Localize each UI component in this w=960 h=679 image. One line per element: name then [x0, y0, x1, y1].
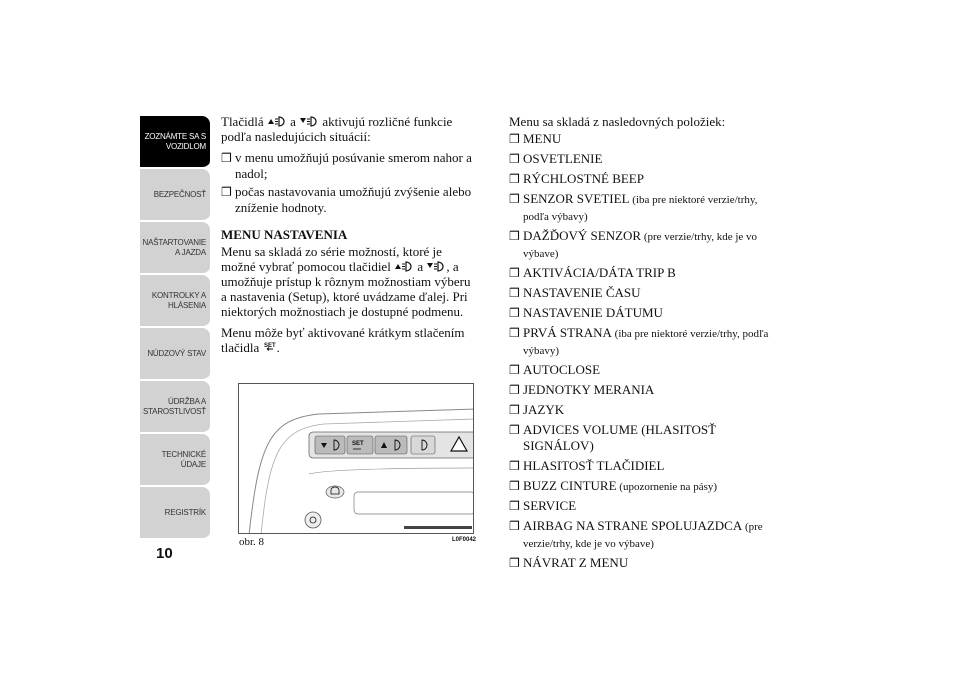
text: .: [276, 340, 280, 355]
menu-paragraph: [221, 244, 476, 319]
menu-intro: Menu sa skladá z nasledovných položiek:: [509, 114, 726, 129]
right-column: [509, 114, 779, 575]
menu-item-label: JEDNOTKY MERANIA: [523, 382, 655, 397]
menu-list-item: [509, 265, 779, 282]
section-heading: MENU NASTAVENIA: [221, 227, 348, 242]
tab-technicke-udaje[interactable]: [140, 434, 210, 487]
menu-list-item: [509, 171, 779, 188]
text: Menu môže byť aktivované krátkym stlačením tlačidla: [221, 325, 465, 355]
checkbox-bullet-icon: ❒: [221, 151, 232, 165]
menu-item-note: (iba pre niektoré verzie/trhy, podľa výbavy): [523, 328, 769, 357]
text: aktivujú rozličné funkcie podľa nasledujúcich situácií:: [221, 114, 453, 144]
tab-udrzba[interactable]: [140, 381, 210, 434]
tab-label: NAŠTARTOVANIE A JAZDA: [142, 237, 206, 257]
menu-item-note: (iba pre niektoré verzie/trhy, podľa výbavy): [523, 194, 758, 223]
menu-list-item: [509, 518, 779, 552]
menu-list-item: [509, 422, 779, 455]
menu-item-note: (pre verzie/trhy, kde je vo výbave): [523, 521, 763, 550]
down-headlight-button-icon: [426, 260, 446, 272]
menu-list-item: [509, 402, 779, 419]
menu-list-item: [509, 285, 779, 302]
text: Tlačidlá: [221, 114, 264, 129]
tab-label: REGISTRÍK: [164, 507, 206, 517]
checkbox-bullet-icon: ❒: [509, 403, 520, 417]
dashboard-illustration: [239, 384, 474, 534]
menu-item-label: AIRBAG NA STRANE SPOLUJAZDCA: [523, 518, 743, 533]
menu-items-list: [509, 131, 779, 572]
menu-item-label: MENU: [523, 131, 562, 146]
menu-item-label: RÝCHLOSTNÉ BEEP: [523, 171, 644, 186]
figure-code: L0F0042: [452, 537, 477, 543]
tab-zoznamte-sa[interactable]: [140, 116, 210, 169]
list-item: [221, 150, 476, 181]
menu-item-note: (upozornenie na pásy): [616, 481, 718, 493]
menu-list-item: [509, 325, 779, 359]
text: , a umožňuje prístup k rôznym možnostiam výberu a nastavenia (Setup), ktoré uvádzame ďalej. Pri niektorých možnostiach je dostupné podmenu.: [221, 259, 471, 319]
text: Menu sa skladá zo série možností, ktoré je možné vybrať pomocou tlačidiel: [221, 244, 442, 274]
tab-label: ZOZNÁMTE SA S VOZIDLOM: [144, 131, 206, 151]
dashboard-buttons-figure: [238, 383, 474, 534]
svg-text:SET: SET: [263, 343, 276, 349]
checkbox-bullet-icon: ❒: [509, 499, 520, 513]
checkbox-bullet-icon: ❒: [509, 132, 520, 146]
tab-label: NÚDZOVÝ STAV: [147, 348, 206, 358]
menu-list-item: [509, 362, 779, 379]
checkbox-bullet-icon: ❒: [509, 556, 520, 570]
tab-label: TECHNICKÉ ÚDAJE: [161, 449, 206, 469]
menu-item-label: JAZYK: [523, 402, 565, 417]
tab-nudzovy-stav[interactable]: [140, 328, 210, 381]
tab-kontrolky[interactable]: [140, 275, 210, 328]
menu-list-item: [509, 151, 779, 168]
menu-item-label: NASTAVENIE DÁTUMU: [523, 305, 663, 320]
checkbox-bullet-icon: ❒: [509, 383, 520, 397]
text: a: [417, 259, 424, 274]
checkbox-bullet-icon: ❒: [221, 185, 232, 199]
checkbox-bullet-icon: ❒: [509, 172, 520, 186]
checkbox-bullet-icon: ❒: [509, 192, 520, 206]
intro-paragraph: [221, 114, 476, 144]
text: v menu umožňujú posúvanie smerom nahor a nadol;: [235, 150, 472, 181]
menu-list-item: [509, 228, 779, 262]
menu-list-item: [509, 478, 779, 495]
down-headlight-button-icon: [299, 115, 319, 127]
chapter-tabs: [140, 116, 210, 540]
checkbox-bullet-icon: ❒: [509, 423, 520, 437]
menu-item-label: NASTAVENIE ČASU: [523, 285, 641, 300]
menu-item-label: BUZZ CINTURE: [523, 478, 617, 493]
checkbox-bullet-icon: ❒: [509, 286, 520, 300]
checkbox-bullet-icon: ❒: [509, 479, 520, 493]
menu-item-label: AKTIVÁCIA/DÁTA TRIP B: [523, 265, 676, 280]
page-number: 10: [156, 545, 173, 562]
checkbox-bullet-icon: ❒: [509, 363, 520, 377]
tab-label: BEZPEČNOSŤ: [153, 189, 206, 199]
menu-item-label: SENZOR SVETIEL: [523, 191, 630, 206]
up-headlight-button-icon: [394, 260, 414, 272]
checkbox-bullet-icon: ❒: [509, 306, 520, 320]
menu-item-label: SERVICE: [523, 498, 577, 513]
menu-item-label: AUTOCLOSE: [523, 362, 601, 377]
set-label: SET: [352, 441, 364, 447]
menu-item-label: PRVÁ STRANA: [523, 325, 612, 340]
menu-item-note: (pre verzie/trhy, kde je vo výbave): [523, 231, 758, 260]
menu-list-item: [509, 382, 779, 399]
menu-item-label: OSVETLENIE: [523, 151, 603, 166]
menu-item-label: ADVICES VOLUME (HLASITOSŤ SIGNÁLOV): [523, 422, 717, 453]
menu-list-item: [509, 191, 779, 225]
checkbox-bullet-icon: ❒: [509, 229, 520, 243]
up-headlight-button-icon: [267, 115, 287, 127]
tab-nastartovanie[interactable]: [140, 222, 210, 275]
checkbox-bullet-icon: ❒: [509, 459, 520, 473]
set-menu-button-icon: [263, 341, 277, 353]
left-column: [221, 114, 476, 361]
menu-list-item: [509, 458, 779, 475]
menu-item-label: NÁVRAT Z MENU: [523, 555, 629, 570]
checkbox-bullet-icon: ❒: [509, 326, 520, 340]
checkbox-bullet-icon: ❒: [509, 266, 520, 280]
list-item: [221, 184, 476, 215]
tab-label: KONTROLKY A HLÁSENIA: [151, 290, 206, 310]
menu-list-item: [509, 131, 779, 148]
tab-bezpecnost[interactable]: [140, 169, 210, 222]
menu-list-item: [509, 498, 779, 515]
figure-caption: obr. 8: [239, 536, 265, 548]
tab-label: ÚDRŽBA A STAROSTLIVOSŤ: [142, 396, 206, 416]
tab-registrik[interactable]: [140, 487, 210, 540]
checkbox-bullet-icon: ❒: [509, 152, 520, 166]
menu-item-label: DAŽĎOVÝ SENZOR: [523, 228, 642, 243]
text: a: [290, 114, 296, 129]
checkbox-bullet-icon: ❒: [509, 519, 520, 533]
menu-list-item: [509, 305, 779, 322]
menu-list-item: [509, 555, 779, 572]
activation-paragraph: [221, 325, 476, 355]
text: počas nastavovania umožňujú zvýšenie alebo zníženie hodnoty.: [235, 184, 472, 215]
menu-item-label: HLASITOSŤ TLAČIDIEL: [523, 458, 665, 473]
